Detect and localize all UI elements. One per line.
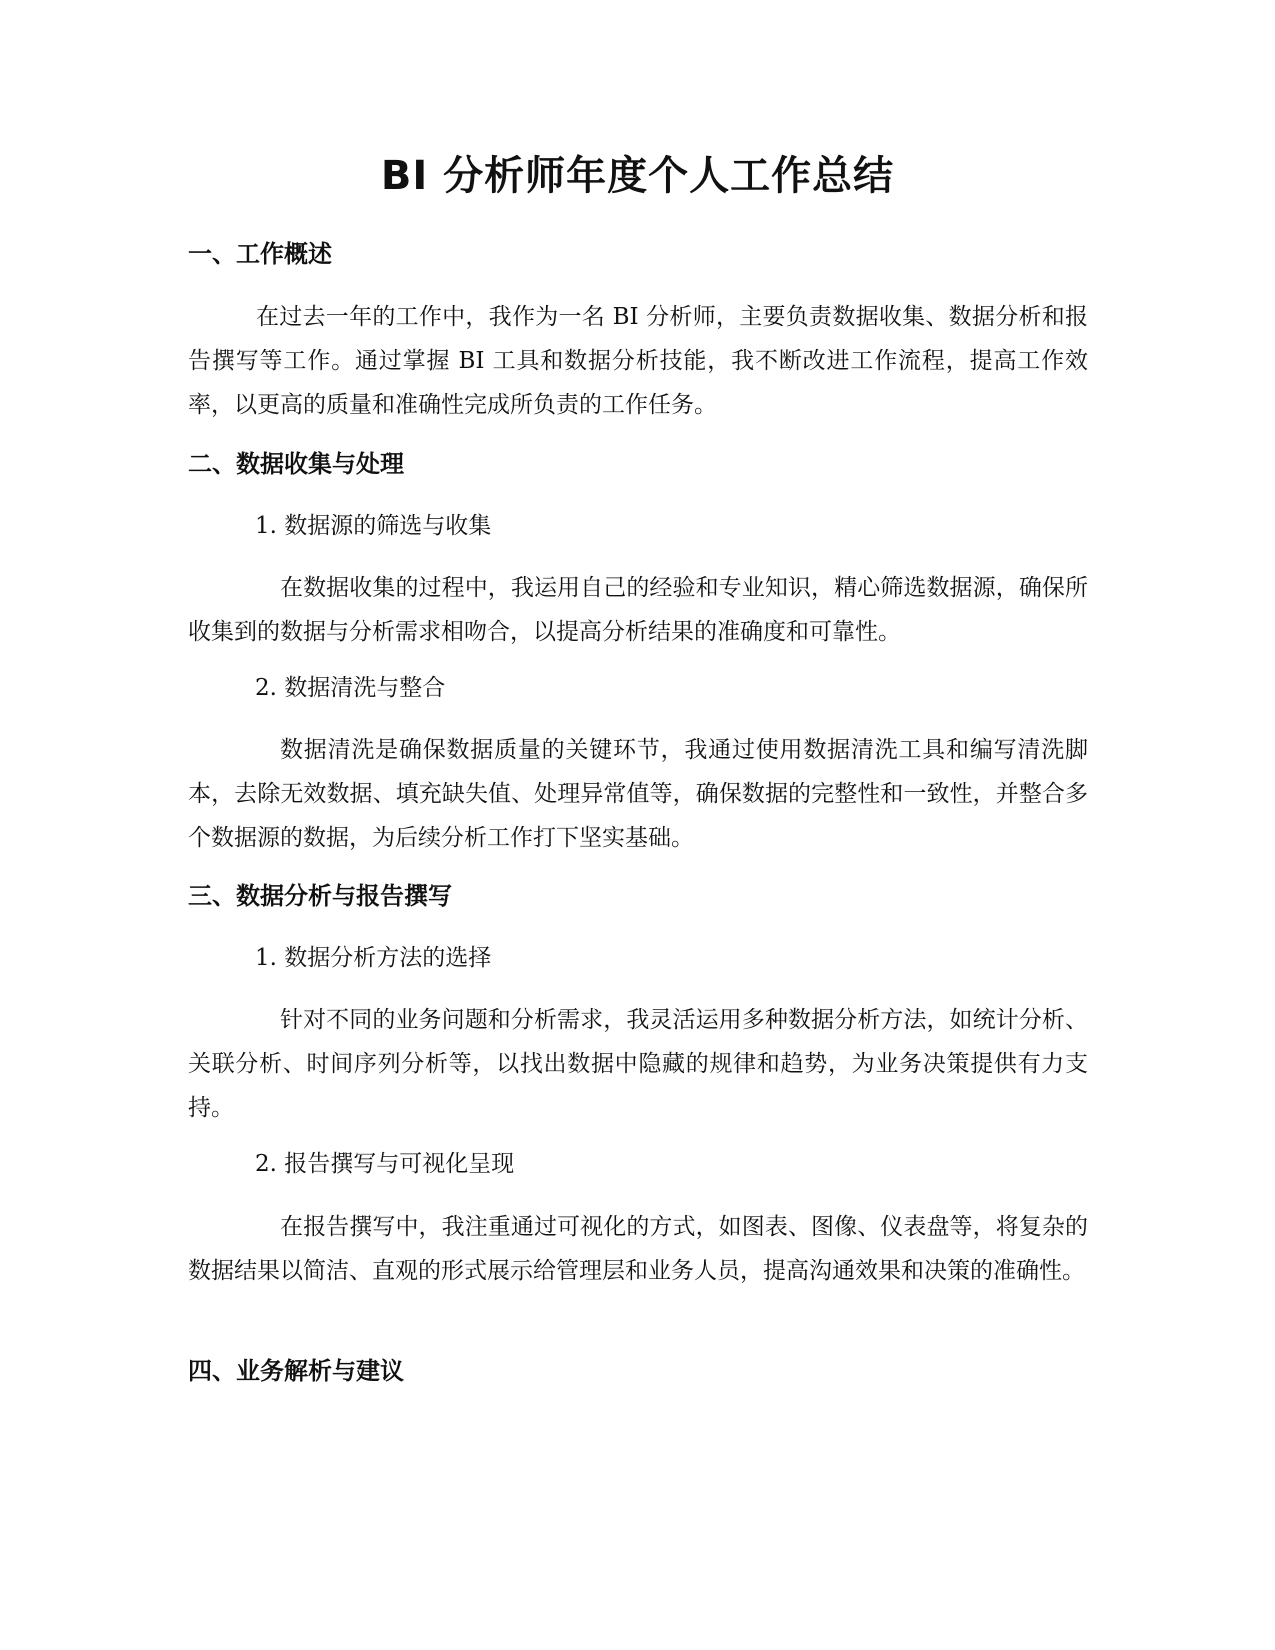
section-heading-business-advice: 四、业务解析与建议 [188, 1357, 404, 1385]
section-heading-overview: 一、工作概述 [188, 240, 332, 268]
subsection-title-source-selection: 1. 数据源的筛选与收集 [255, 513, 492, 539]
section-heading-data-collection: 二、数据收集与处理 [188, 450, 404, 478]
analysis-methods-paragraph: 针对不同的业务问题和分析需求，我灵活运用多种数据分析方法，如统计分析、关联分析、时间序列分析等，以找出数据中隐藏的规律和趋势，为业务决策提供有力支持。 [188, 1007, 1088, 1121]
document-title: BI 分析师年度个人工作总结 [380, 153, 895, 199]
subsection-title-analysis-methods: 1. 数据分析方法的选择 [255, 945, 492, 971]
subsection-title-data-cleaning: 2. 数据清洗与整合 [255, 675, 446, 701]
subsection-title-report-visualization: 2. 报告撰写与可视化呈现 [255, 1151, 515, 1177]
source-selection-paragraph: 在数据收集的过程中，我运用自己的经验和专业知识，精心筛选数据源，确保所收集到的数据与分析需求相吻合，以提高分析结果的准确度和可靠性。 [188, 575, 1088, 645]
report-visualization-paragraph: 在报告撰写中，我注重通过可视化的方式，如图表、图像、仪表盘等，将复杂的数据结果以简洁、直观的形式展示给管理层和业务人员，提高沟通效果和决策的准确性。 [188, 1214, 1088, 1284]
data-cleaning-paragraph: 数据清洗是确保数据质量的关键环节，我通过使用数据清洗工具和编写清洗脚本，去除无效数据、填充缺失值、处理异常值等，确保数据的完整性和一致性，并整合多个数据源的数据，为后续分析工作打下坚实基础。 [188, 737, 1088, 851]
overview-paragraph: 在过去一年的工作中，我作为一名 BI 分析师，主要负责数据收集、数据分析和报告撰写等工作。通过掌握 BI 工具和数据分析技能，我不断改进工作流程，提高工作效率，以更高的质量和准确性完成所负责的工作任务。 [188, 304, 1088, 418]
section-heading-analysis-reporting: 三、数据分析与报告撰写 [188, 882, 452, 910]
